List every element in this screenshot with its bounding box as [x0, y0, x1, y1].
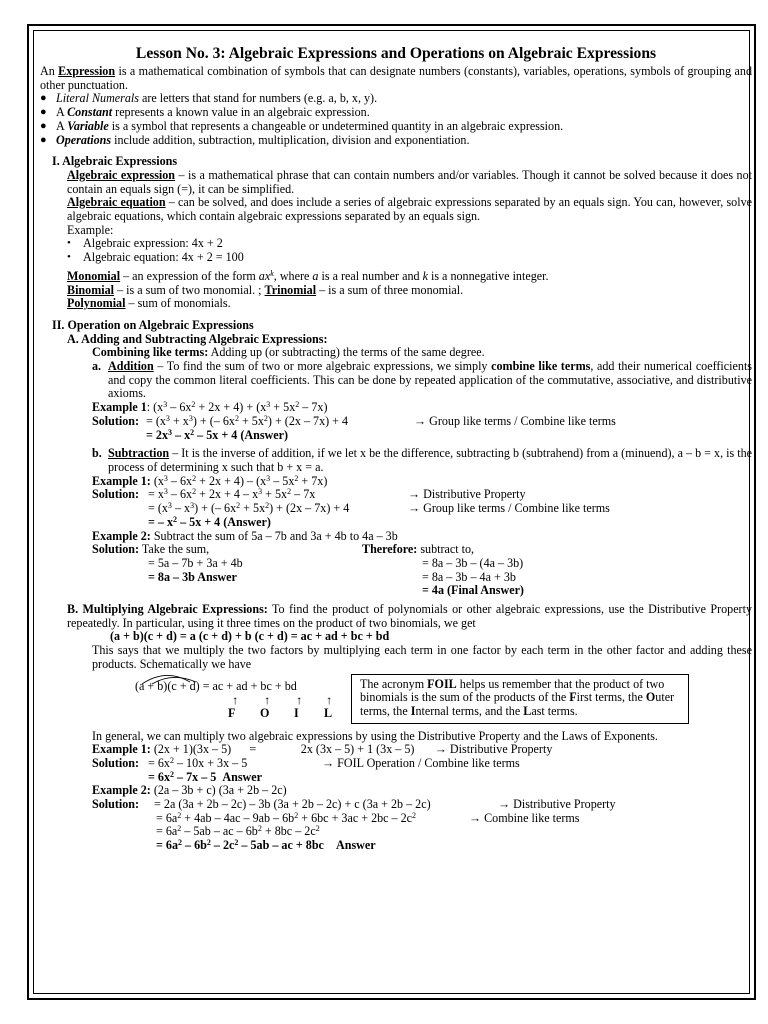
multiplication-example-1: Example 1: (2x + 1)(3x – 5) = 2x (3x – 5) + 1 (3x – 5) → Distributive Property Solution: = $6x^2 - 10x + 3x - 5$ → FOIL Operation / Combine like terms = $6x^2 - 7x - 5$ Answer [92, 742, 553, 784]
foil-schematic [40, 676, 752, 730]
algebraic-equation-definition: Algebraic equation – can be solved, and does include a series of algebraic expressions separated by an equals sign. You can, however, solve algebraic equations, which contain algebraic expressions separated by an equals sign. [67, 195, 752, 224]
monomial-definition: Monomial – an expression of the form $ax^k$, where a is a real number and k is a nonnegative integer. [67, 268, 549, 283]
bullet-constant: ● A Constant represents a known value in an algebraic expression. [40, 105, 370, 120]
bullet-icon: • [67, 237, 71, 250]
section-heading-operations: II. Operation on Algebraic Expressions [52, 317, 254, 332]
bullet-variable: ● A Variable is a symbol that represents a changeable or undetermined quantity in an algebraic expression. [40, 118, 564, 133]
up-arrow-icon: ↑ [232, 692, 239, 707]
multiplication-example-2: Example 2: (2a – 3b + c) (3a + 2b – 2c) Solution: = 2a (3a + 2b – 2c) – 3b (3a + 2b – 2c) + c (3a + 2b – 2c) → Distributive Property = $6a^2 + 4ab - 4ac - 9ab - 6b^2 + 6bc + 3ac + 2bc - 2c^2$ → Combine like terms = $6a^2 - 5ab$ – ac – $6b^2 + 8bc - 2c^2$ = $6a^2 - 6b^2 - 2c^2 - 5ab$ – ac + 8bc Answer [92, 783, 616, 853]
up-arrow-icon: ↑ [326, 692, 333, 707]
polynomial-definition: Polynomial – sum of monomials. [67, 296, 231, 311]
foil-letter: O [260, 705, 270, 720]
bullet-icon: ● [40, 106, 47, 119]
multiplying-definition: B. Multiplying Algebraic Expressions: To find the product of polynomials or other algebraic expressions, use the Distributive Property repeatedly. In particular, using it three times on the product of two binomials, we get [67, 602, 752, 630]
general-multiplication-text: In general, we can multiply two algebraic expressions by using the Distributive Property and the Laws of Exponents. [92, 728, 658, 743]
definition-bullets [40, 92, 752, 147]
foil-letter: I [294, 705, 299, 720]
bullet-literal-numerals: ● Literal Numerals are letters that stand for numbers (e.g. a, b, x, y). [40, 91, 378, 106]
lesson-page [40, 44, 752, 853]
example-label: Example: [67, 222, 114, 237]
addition-example-1: Example 1 : $(x^3 - 6x^2 + 2x + 4) + (x^3 + 5x^2 - 7x)$ Solution: = $(x^3 + x^3)$ + (– $6x^2 + 5x^2) + (2x - 7x) + 4$ → Group like terms / Combine like terms = $2x^3 - x^2 - 5x + 4$ (Answer) [92, 400, 616, 442]
section1-body [40, 169, 752, 311]
section-heading-algebraic-expressions: I. Algebraic Expressions [52, 154, 178, 169]
bullet-operations: ● Operations include addition, subtraction, multiplication, division and exponentiation. [40, 132, 470, 147]
foil-letter: F [228, 705, 236, 720]
intro-paragraph: An Expression is a mathematical combination of symbols that can designate numbers (constants), variables, operations, symbols of grouping and other punctuation. [40, 64, 752, 92]
example-item: • Algebraic expression: 4x + 2 [67, 236, 223, 251]
subtraction-example-2: Example 2: Subtract the sum of 5a – 7b and 3a + 4b to 4a – 3b Solution: Take the sum, Therefore: subtract to, = 5a – 7b + 3a + 4b = 8a – 3b – (4a – 3b) = 8a – 3b Answer = 8a – 3b – 4a + 3b = 4a (Final Answer) [92, 528, 524, 598]
up-arrow-icon: ↑ [296, 692, 303, 707]
example-item: • Algebraic equation: 4x + 2 = 100 [67, 250, 244, 265]
foil-equation: (a + b)(c + d) = ac + ad + bc + bd [135, 678, 297, 693]
algebraic-expression-definition: Algebraic expression – is a mathematical phrase that can contain numbers and/or variables. Though it cannot be solved because it does not contain an equals sign (=), it can be simplified. [67, 167, 752, 196]
bullet-icon: ● [40, 119, 47, 132]
subsection-heading-adding-subtracting: A. Adding and Subtracting Algebraic Expressions: [67, 331, 328, 346]
binomial-trinomial-definition: Binomial – is a sum of two monomial. ; Trinomial – is a sum of three monomial. [67, 282, 464, 297]
foil-formula: (a + b)(c + d) = a (c + d) + b (c + d) = ac + ad + bc + bd [110, 629, 390, 644]
multiplying-explanation: This says that we multiply the two factors by multiplying each term in one factor by each term in the other factor and adding these products. Schematically we have [92, 643, 752, 671]
up-arrow-icon: ↑ [264, 692, 271, 707]
term-expression: Expression [58, 64, 116, 78]
foil-letter: L [324, 705, 333, 720]
bullet-icon: • [67, 251, 71, 264]
bullet-icon: ● [40, 92, 47, 105]
lesson-title: Lesson No. 3: Algebraic Expressions and Operations on Algebraic Expressions [135, 45, 657, 62]
subtraction-definition: b. Subtraction – It is the inverse of addition, if we let x be the difference, subtracting b (subtrahend) from a (minuend), a – b = x, is the process of determining x such that b + x = a. [92, 446, 752, 474]
bullet-icon: ● [40, 133, 47, 146]
foil-note-box: The acronym FOIL helps us remember that the product of two binomials is the sum of the products of the First terms, the Outer terms, the Internal terms, and the Last terms. [351, 674, 689, 724]
subtraction-example-1: Example 1: $(x^3 - 6x^2 + 2x + 4) - (x^3 - 5x^2 + 7x)$ Solution: = $x^3 - 6x^2 + 2x + 4 - x^3 + 5x^2 - 7x$ → Distributive Property = $(x^3 - x^3)$ + (– $6x^2 + 5x^2) + (2x - 7x) + 4$ → Group like terms / Combine like terms = – $x^2 - 5x + 4$ (Answer) [92, 473, 610, 529]
addition-definition: a. Addition – To find the sum of two or more algebraic expressions, we simply combine like terms, add their numerical coefficients and copy the common literal coefficients. This can be done by repeated application of the commutative, associative, and distributive axioms. [92, 359, 753, 401]
combining-like-terms: Combining like terms: Adding up (or subtracting) the terms of the same degree. [92, 345, 485, 360]
